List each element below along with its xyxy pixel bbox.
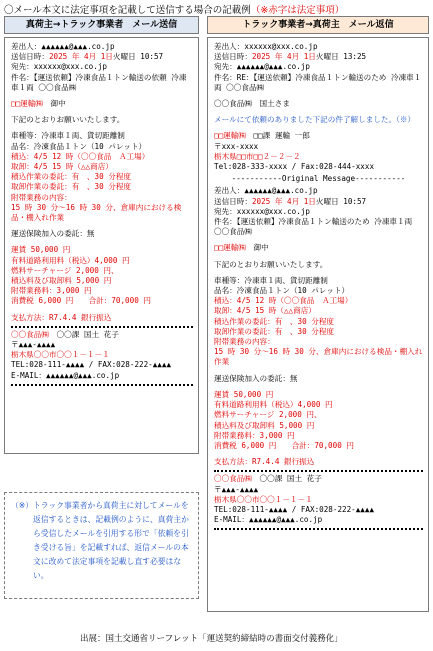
mail-line: 宛先：xxxxxx@xxx.co.jp	[11, 62, 107, 72]
mail-line: 〇〇食品㈱ 〇〇課 国土 花子	[11, 329, 119, 339]
mail-line: 附帯業務料：3,000 円	[11, 286, 92, 296]
page-title	[4, 2, 344, 16]
signature-divider	[11, 326, 193, 328]
note-box	[4, 492, 199, 599]
mail-line: E-MAIL：▲▲▲▲▲▲@▲▲▲.co.jp	[11, 370, 120, 380]
mail-line: 品名：冷凍食品１トン（10 パレット）	[11, 141, 147, 151]
mail-line: 15 時 30 分～16 時 30 分、倉庫内における検品・棚入れ作業	[11, 202, 182, 223]
right-header: トラック事業者→真荷主 メール返信	[207, 16, 429, 34]
note-text: トラック事業者から真荷主に対してメールを返信するときは、記載例のように、真荷主から受信したメールを引用する形で「依頼を引き受ける旨」を記載すれば、返信メールの本文に改めて法定事項を記載し直す必要はない。	[33, 501, 189, 580]
source-citation: 出展：国土交通省リーフレット「運送契約締結時の書面交付義務化」	[80, 634, 343, 644]
mail-line: 栃木県〇〇市〇〇１－１－１	[11, 350, 110, 360]
signature-divider	[11, 384, 193, 386]
mail-line: 15 時 30 分～16 時 30 分、倉庫内における検品・棚入れ作業	[214, 347, 423, 367]
mail-line: □□運輸㈱ 御中	[214, 243, 269, 253]
mail-line: 有料道路利用料（税込）4,000 円	[11, 255, 130, 265]
mail-line: 積込：4/5 12 時（〇〇食品 Ａ工場）	[11, 151, 150, 161]
right-column	[207, 16, 429, 612]
mail-line: □□運輸㈱ □□課 運輸 一郎	[214, 131, 310, 141]
mail-line: 支払方法：R7.4.4 銀行振込	[11, 312, 112, 322]
mail-line: 〒▲▲▲-▲▲▲▲	[11, 340, 56, 350]
mail-line: 〒xxx-xxxx	[214, 141, 259, 151]
signature-divider	[214, 528, 423, 530]
mail-line: 車種等：冷凍車１両、貨切距離制	[214, 275, 328, 285]
mail-line: 送信日時：2025 年 4月 1日火曜日 13:25	[214, 52, 367, 62]
mail-line: 消費税 6,000 円 合計：70,000 円	[214, 440, 354, 450]
mail-line: 下記のとおりお願いいたします。	[214, 259, 328, 269]
mail-line: 〒▲▲▲-▲▲▲▲	[214, 484, 259, 494]
mail-line: 附帯業務の内容：	[214, 337, 275, 347]
mail-line: 件名：【運送依頼】冷凍食品１トン輸送の依頼 冷凍車１両 〇〇食品㈱	[11, 72, 187, 92]
mail-line: 積込作業の委託：有 、30 分程度	[11, 172, 132, 182]
mail-line: 栃木県〇〇市〇〇１－１－１	[214, 494, 313, 504]
mail-line: 件名：【運送依頼】冷凍食品１トン輸送のため 冷凍車１両 〇〇食品㈱	[214, 217, 417, 237]
mail-line: 差出人：▲▲▲▲▲▲@▲▲▲.co.jp	[11, 42, 115, 51]
mail-line: 送信日時：2025 年 4月 1日火曜日 10:57	[11, 52, 164, 62]
mail-line: メールにて依頼のありました下記の件了解しました。（※）	[214, 115, 416, 125]
note-mark: （※）	[11, 501, 34, 510]
mail-line: 下記のとおりお願いいたします。	[11, 115, 125, 125]
left-mail-body	[4, 37, 199, 454]
signature-divider	[214, 470, 423, 472]
mail-line: 運賃 50,000 円	[214, 389, 274, 399]
mail-line: 積込料及び取卸料 5,000 円	[214, 420, 315, 430]
mail-line: 燃料サーチャージ 2,000 円、	[214, 410, 322, 420]
mail-line: 附帯業務料：3,000 円	[214, 430, 295, 440]
title-note: （※赤字は法定事項）	[250, 5, 345, 16]
mail-line: E-MAIL：▲▲▲▲▲▲@▲▲▲.co.jp	[214, 515, 323, 525]
left-header: 真荷主→トラック事業者 メール送信	[4, 16, 199, 34]
mail-line: 車種等：冷凍車１両、貨切距離制	[11, 131, 125, 141]
mail-line: Tel:028-333-xxxx / Fax:028-444-xxxx	[214, 162, 375, 172]
original-message-divider: -----------Original Message-----------	[231, 174, 406, 184]
mail-line: 積込：4/5 12 時（〇〇食品 Ａ工場）	[214, 296, 353, 306]
mail-line: 宛先：▲▲▲▲▲▲@▲▲▲.co.jp	[214, 62, 310, 72]
mail-line: 燃料サーチャージ 2,000 円、	[11, 265, 119, 275]
mail-line: 取卸作業の委託：有 、30 分程度	[214, 326, 335, 336]
mail-line: 附帯業務の内容：	[11, 192, 72, 202]
mail-line: 支払方法：R7.4.4 銀行振込	[214, 457, 315, 467]
mail-line: □□運輸㈱ 御中	[11, 99, 66, 109]
mail-line: 有料道路利用料（税込）4,000 円	[214, 400, 333, 410]
title-main: 〇メール本文に法定事項を記載して送信する場合の記載例	[4, 5, 251, 16]
mail-line: 差出人：xxxxxx@xxx.co.jp	[214, 42, 318, 51]
mail-line: 宛先：xxxxxx@xxx.co.jp	[214, 206, 310, 216]
mail-line: 件名：RE：【運送依頼】冷凍食品１トン輸送のため 冷凍車１両 〇〇食品㈱	[214, 72, 422, 92]
mail-line: 送信日時：2025 年 4月 1日火曜日 10:57	[214, 196, 367, 206]
mail-line: TEL:028-111-▲▲▲▲ / FAX:028-222-▲▲▲▲	[11, 360, 172, 370]
mail-line: 消費税 6,000 円 合計：70,000 円	[11, 296, 151, 306]
mail-line: TEL:028-111-▲▲▲▲ / FAX:028-222-▲▲▲▲	[214, 504, 375, 514]
right-mail-body	[207, 37, 429, 612]
mail-line: 〇〇食品㈱ 国土さま	[214, 99, 290, 109]
mail-line: 取卸：4/5 15 時（△△商店）	[11, 162, 113, 172]
mail-line: 取卸：4/5 15 時（△△商店）	[214, 306, 316, 316]
mail-line: 運送保険加入の委託：無	[11, 229, 95, 239]
mail-line: 積込作業の委託：有 、30 分程度	[214, 316, 335, 326]
mail-line: 取卸作業の委託：有 、30 分程度	[11, 182, 132, 192]
mail-line: 積込料及び取卸料 5,000 円	[11, 276, 112, 286]
mail-line: 〇〇食品㈱ 〇〇課 国土 花子	[214, 474, 322, 484]
mail-line: 運賃 50,000 円	[11, 245, 71, 255]
mail-line: 品名：冷凍食品１トン（10 パレット）	[214, 286, 350, 296]
mail-line: 差出人：▲▲▲▲▲▲@▲▲▲.co.jp	[214, 186, 318, 196]
mail-line: 運送保険加入の委託：無	[214, 373, 298, 383]
left-column	[4, 16, 199, 454]
mail-line: 栃木県□□市□□２－２－２	[214, 151, 301, 161]
